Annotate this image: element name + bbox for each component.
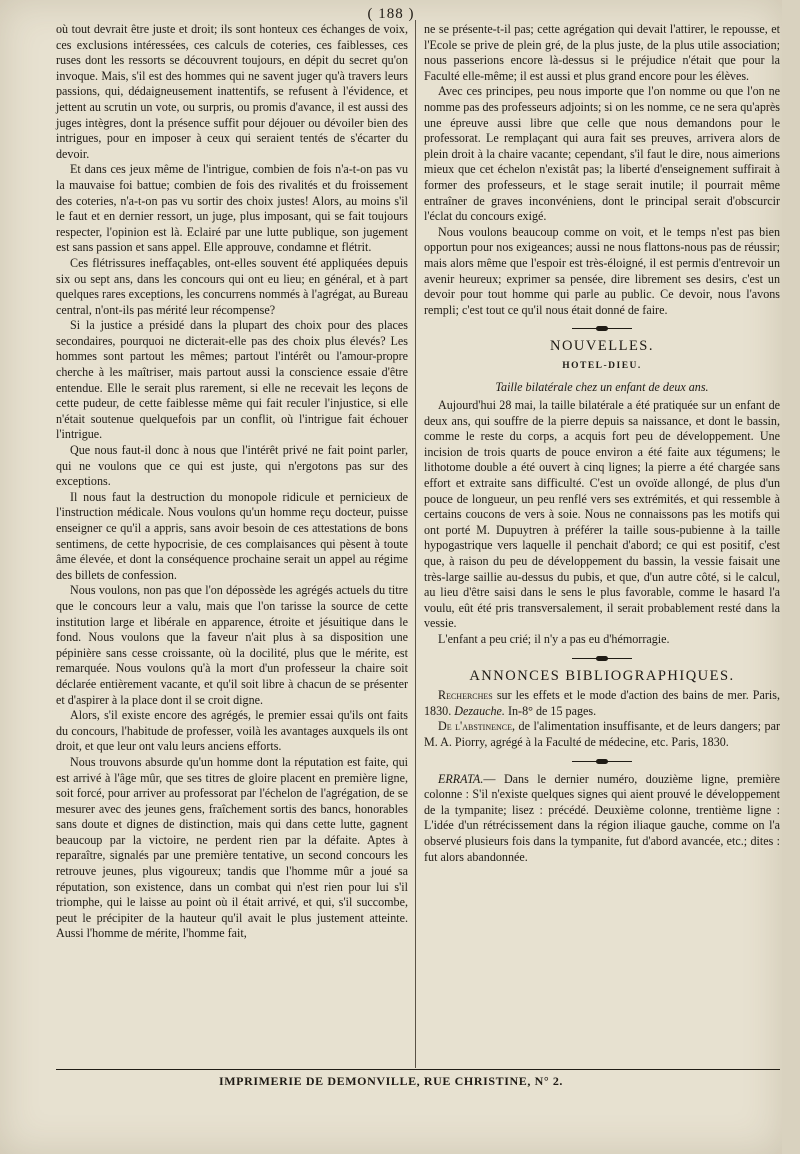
errata-entry bbox=[424, 772, 780, 866]
right-column bbox=[424, 22, 780, 865]
annonce-entry bbox=[424, 719, 780, 750]
paragraph: Et dans ces jeux même de l'intrigue, combien de fois n'a-t-on pas vu la mauvaise foi battue; combien de fois des rivalités et du froissement des coteries, n'a-t-on pas vu sortir des choix justes! Alors, au moins s'il le faut et en dernier ressort, un juge, plus imposant, qui se fait toujours respecter, l'opinion est là. Eclairé par une lutte publique, son jugement est sans passion et sans appel. Elle approuve, condamne et flétrit. bbox=[56, 162, 408, 255]
paragraph: Que nous faut-il donc à nous que l'intérêt privé ne fait point parler, qui ne voulons que ce qui est juste, qui n'ergotons pas sur des exceptions. bbox=[56, 443, 408, 489]
paragraph: Avec ces principes, peu nous importe que l'on nomme ou que l'on ne nomme pas des professeurs adjoints; si on les nomme, ce ne sera qu'après une épreuve aussi libre que celle que nous demandons pour le professorat. Le remplaçant qui aura fait ses preuves, arrivera alors de plein droit à la chaire vacante; cependant, s'il faut le dire, nous aimerions mieux que cet échelon n'existât pas; la liberté d'enseignement suffirait à former des professeurs, et le stage serait inutile; il pourrait même entraîner de graves inconvéniens, dont le principal serait d'obscurcir l'éclat du concours exigé. bbox=[424, 84, 780, 224]
paragraph: Nous voulons beaucoup comme on voit, et le temps n'est pas bien opportun pour nos exigeances; aussi ne nous flattons-nous pas de réussir; mais alors même que l'espoir est très-éloigné, il est permis d'entrevoir un avenir heureux; exprimer sa pensée, dire librement ses desirs, c'est un devoir pour tout homme qui parle au public. Ce devoir, nous l'avons rempli; c'est tout ce qu'il nous était donné de faire. bbox=[424, 224, 780, 317]
paragraph: Alors, s'il existe encore des agrégés, le premier essai qu'ils ont faits du concours, l'habitude de professer, voilà les avantages auxquels ils ont droit, et que leur ont valu leurs anciens efforts. bbox=[56, 708, 408, 754]
news-subhead: HOTEL-DIEU. bbox=[562, 360, 642, 371]
paragraph: Si la justice a présidé dans la plupart des choix pour des places secondaires, pourquoi ne dicterait-elle pas des choix plus élevés? Les hommes sont partout les mêmes; partout l'intérêt ou l'amour-propre cherche à les maîtriser, mais partout aussi la conscience essaie d'être entendue. Elle le serait plus rarement, si elle ne recevait les leçons de cette pudeur, de cette faiblesse même qui fait reculer l'injustice, si elle n'était soutenue quelquefois par un conflit, où l'intrigue fait échouer l'intrigue. bbox=[56, 318, 408, 442]
errata-text: — Dans le dernier numéro, douzième ligne, première colonne : S'il n'existe quelques signes qui aient prouvé le développement de la tympanite; lisez : précédé. Deuxième colonne, trentième ligne : L'idée d'un rétrécissement dans la région iliaque gauche, comme on l'a observé plusieurs fois dans la tympanite, fut d'abord avancée, etc.; dites : fut alors abandonnée. bbox=[424, 771, 780, 864]
annonce-tail: In-8° de 15 pages. bbox=[504, 703, 597, 718]
annonce-lead: De l'abstinence bbox=[438, 719, 512, 734]
news-title: NOUVELLES. bbox=[549, 338, 654, 355]
ornamental-rule bbox=[572, 656, 632, 661]
paragraph: Aujourd'hui 28 mai, la taille bilatérale a été pratiquée sur un enfant de deux ans, qui souffre de la pierre depuis sa naissance, et dont le bassin, comme le reste du corps, a acquis fort peu de développement. Une incision de trois quarts de pouce environ a été faite aux tégumens; le lithotome double a été ouvert à cinq lignes; la pierre a été chargée sans effort et extraite sans difficulté. C'est un ovoïde allongé, de plus d'un pouce de longueur, un peu renflé vers ses extrémités, et qui ressemble à certains coucons de vers à soie. Nous ne connaissons pas les motifs qui ont porté M. Dupuytren à préférer la taille sous-pubienne à la taille hypogastrique vers laquelle il penchait d'abord; ce qui est positif, c'est que, à raison du peu de développement du bassin, la vessie faisait une très-large saillie au-dessus du pubis, et que, d'un autre côté, si le calcul, au lieu d'être saisi dans le sens le plus favorable, comme le hasard l'a voulu, eût été pris transversalement, il serait probablement resté dans la vessie. bbox=[424, 398, 780, 631]
ornamental-rule bbox=[572, 326, 632, 331]
annonce-text: , de l'alimentation insuffisante, et de leurs dangers; par M. A. Piorry, agrégé à la Faculté de médecine, etc. Paris, 1830. bbox=[424, 719, 780, 749]
paragraph: Il nous faut la destruction du monopole ridicule et pernicieux de l'instruction médicale. Nous voulons qu'un homme reçu docteur, puisse enseigner ce qu'il a appris, sans avoir besoin de ces attestations de bons sentimens, de cette hypocrisie, de ces complaisances qui pèsent à toute âme élevée, et dont la conséquence prochaine serait un appel au régime des billets de confession. bbox=[56, 489, 408, 582]
page-number: ( 188 ) bbox=[367, 6, 415, 22]
article-title: Taille bilatérale chez un enfant de deux ans. bbox=[495, 380, 709, 395]
annonces-title: ANNONCES BIBLIOGRAPHIQUES. bbox=[469, 667, 735, 684]
ornamental-rule bbox=[572, 759, 632, 764]
paragraph: Nous trouvons absurde qu'un homme dont la réputation est faite, qui est arrivé à l'âge mûr, que ses titres de gloire placent en première ligne, soit forcé, pour arriver au professorat par l'échelon de l'agrégation, de se mesurer avec des jeunes gens, fraîchement sortis des bancs, honorables sans doute et dignes de distinction, mais qui dans cette lutte, gagnent beaucoup par la victoire, ne perdent rien par la défaite. Aptes à reparaître, signalés par une première tentative, un second concours les retrouve jeunes, plus vigoureux; tandis que l'homme mûr a joué sa réputation, son existence, dans un combat qui n'est rien pour lui s'il triomphe, qui le laisse au point où il était arrivé, et qui, s'il succombe, peut le précipiter de la hauteur qu'il avait le plus justement atteinte. Aussi l'homme de mérite, l'homme fait, bbox=[56, 754, 408, 941]
annonce-entry bbox=[424, 688, 780, 719]
printer-imprint: IMPRIMERIE DE DEMONVILLE, RUE CHRISTINE, N° 2. bbox=[218, 1074, 564, 1088]
paragraph: L'enfant a peu crié; il n'y a pas eu d'hémorragie. bbox=[438, 631, 670, 646]
paragraph: où tout devrait être juste et droit; ils sont honteux ces échanges de voix, ces exclusions intéressées, ces calculs de coteries, ces faiblesses, ces ruses dont les ressorts se découvrent toujours, en dépit du secret qu'on invoque. Mais, s'il est des hommes qui ne savent juger qu'à travers leurs passions, qui, dédaigneusement inattentifs, se refusent à l'évidence, et jettent au scrutin un vote, ou surpris, ou promis d'avance, il est aussi des juges intègres, dont la présence suffit pour déjouer ou dévoiler bien des intrigues, pour en imposer à ceux qui seraient tentés de s'écarter du devoir. bbox=[56, 22, 408, 161]
left-column bbox=[56, 22, 408, 942]
annonce-lead: Recherches bbox=[438, 688, 493, 703]
paragraph: Ces flétrissures ineffaçables, ont-elles souvent été appliquées depuis six ou sept ans, dans les concours qui ont eu lieu; en général, et à part quelques rares exceptions, les concurrens nommés à l'agrégat, au Bureau central, n'ont-ils pas mérité leur récompense? bbox=[56, 255, 408, 317]
column-divider bbox=[415, 20, 416, 1068]
footer-rule bbox=[56, 1069, 780, 1070]
paragraph: Nous voulons, non pas que l'on dépossède les agrégés actuels du titre que le concours leur a valu, mais que l'on tarisse la source de cette institution large et libérale en apparence, étroite et jésuitique dans le fond. Nous voulons que la faveur n'ait plus à sa disposition une pépinière sans cesse croissante, où la docilité, plus que le mérite, est remarquée. Nous voulons qu'à la mort d'un professeur la chaire soit déclarée entièrement vacante, et qu'il soit libre à chacun de se présenter et d'aspirer à la place dont il se croit digne. bbox=[56, 583, 408, 707]
annonce-text: sur les effets et le mode d'action des bains de mer. Paris, 1830. bbox=[424, 688, 780, 718]
annonce-author: Dezauche. bbox=[454, 703, 505, 718]
paragraph: ne se présente-t-il pas; cette agrégation qui devait l'attirer, le repousse, et l'Ecole se prive de plein gré, de la plus juste, de la plus utile association; nous passerions encore là-dessus si le préjudice n'était que pour la Faculté elle-même; il est aussi et plus grand encore pour les élèves. bbox=[424, 22, 780, 83]
errata-label: ERRATA. bbox=[438, 771, 484, 786]
